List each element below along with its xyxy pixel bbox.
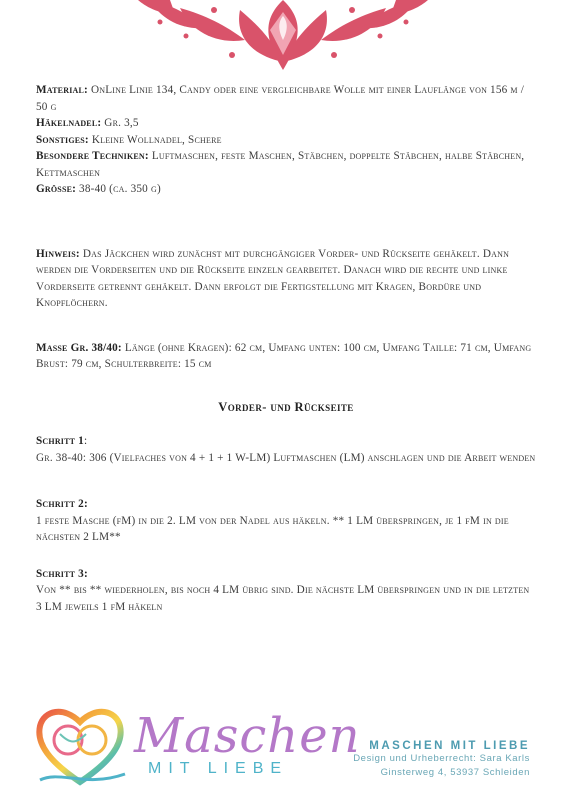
step-1 — [36, 433, 536, 466]
measures-label: Masse Gr. 38/40: — [36, 341, 122, 354]
step-1-colon: : — [83, 435, 88, 447]
step-3-title: Schritt 3: — [36, 567, 88, 580]
logo-script: Maschen — [134, 708, 361, 764]
logo-subtitle: MIT LIEBE — [148, 760, 289, 777]
other-text: Kleine Wollnadel, Schere — [88, 133, 222, 146]
needle-label: Häkelnadel: — [36, 117, 102, 129]
footer-copyright: Design und Urheberrecht: Sara Karls — [353, 753, 530, 764]
materials-block — [36, 82, 536, 198]
footer-info — [353, 740, 530, 780]
size-text: 38-40 (ca. 350 g) — [76, 183, 161, 195]
step-1-text: Gr. 38-40: 306 (Vielfaches von 4 + 1 + 1 W-LM) Luftmaschen (LM) anschlagen und die Arbeit wenden — [36, 451, 536, 464]
needle-text: Gr. 3,5 — [101, 117, 139, 129]
step-1-title: Schritt 1 — [36, 435, 84, 447]
step-3-text: Von ** bis ** wiederholen, bis noch 4 LM übrig sind. Die nächste LM überspringen und in die letzten 3 LM jeweils 1 fM häkeln — [36, 584, 530, 613]
footer-title: MASCHEN MIT LIEBE — [369, 740, 530, 752]
material-text: OnLine Linie 134, Candy oder eine vergleichbare Wolle mit einer Lauflänge von 156 m / 50 g — [36, 84, 525, 113]
techniques-line — [36, 148, 536, 181]
material-line — [36, 82, 536, 115]
yarn-heart-icon — [30, 700, 130, 792]
note-label: Hinweis: — [36, 247, 80, 260]
techniques-text: Luftmaschen, feste Maschen, Stäbchen, doppelte Stäbchen, halbe Stäbchen, Kettmaschen — [36, 150, 525, 179]
measures-block — [36, 340, 536, 373]
logo — [30, 700, 361, 792]
section-title: Vorder- und Rückseite — [218, 399, 354, 414]
note-block — [36, 246, 536, 312]
step-3 — [36, 566, 536, 616]
note-text: Das Jäckchen wird zunächst mit durchgängiger Vorder- und Rückseite gehäkelt. Dann werden die Vorderseiten und die Rückseite einzeln gearbeitet. Danach wird die rechte und linke Vorderseite getrennt gehäkelt. Dann erfolgt die Fertigstellung mit Kragen, Bordüre und Knopflöchern. — [36, 247, 510, 309]
needle-line — [36, 115, 536, 132]
size-label: Grösse: — [36, 183, 77, 195]
techniques-label: Besondere Techniken: — [36, 150, 149, 162]
step-2-title: Schritt 2: — [36, 498, 88, 510]
step-2-text: 1 feste Masche (fM) in die 2. LM von der Nadel aus häkeln. ** 1 LM überspringen, je 1 fM in die nächsten 2 LM** — [36, 514, 509, 543]
other-line — [36, 132, 536, 149]
step-2 — [36, 496, 536, 546]
pattern-content — [36, 82, 536, 615]
other-label: Sonstiges: — [36, 133, 89, 146]
footer-address: Ginsterweg 4, 53937 Schleiden — [380, 767, 530, 778]
measures-text: Länge (ohne Kragen): 62 cm, Umfang unten: 100 cm, Umfang Taille: 71 cm, Umfang Brust: 79 cm, Schulterbreite: 15 cm — [36, 341, 532, 370]
material-label: Material: — [36, 84, 88, 96]
size-line — [36, 181, 536, 198]
floral-ornament — [0, 0, 566, 70]
